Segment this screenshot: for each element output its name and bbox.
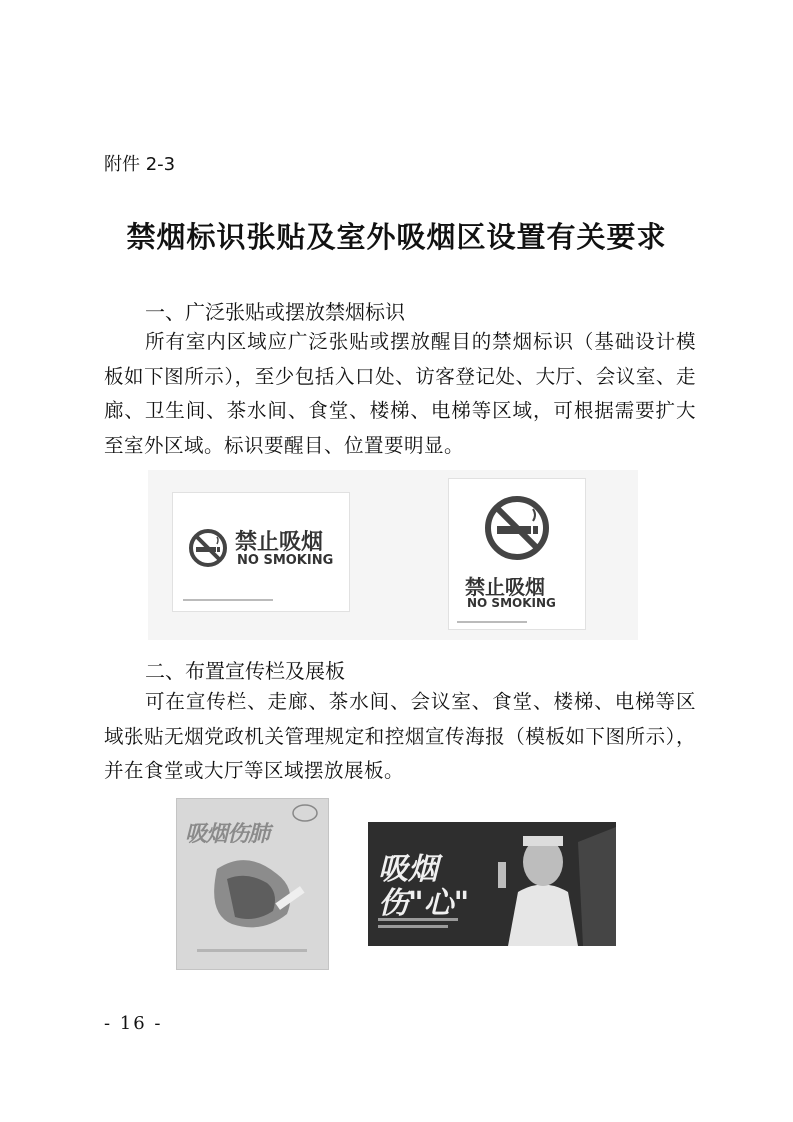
no-smoking-signs-image (148, 470, 638, 640)
sign-en-text-2: NO SMOKING (467, 596, 556, 610)
horizontal-sign (172, 492, 350, 612)
attachment-label: 附件 2-3 (104, 154, 176, 175)
section1-heading: 一、广泛张贴或摆放禁烟标识 (145, 300, 405, 324)
page-number: - 16 - (104, 1013, 163, 1034)
fine-print (457, 621, 527, 623)
sign-en-text-1: NO SMOKING (237, 553, 334, 568)
no-smoking-icon (187, 527, 229, 569)
section2-heading: 二、布置宣传栏及展板 (145, 659, 345, 683)
no-smoking-icon (482, 493, 552, 563)
poster2-title-line2: 伤"心" (378, 886, 470, 921)
vertical-sign (448, 478, 586, 630)
poster-lungs (176, 798, 329, 970)
document-title: 禁烟标识张贴及室外吸烟区设置有关要求 (126, 220, 667, 254)
section1-paragraph: 所有室内区域应广泛张贴或摆放醒目的禁烟标识（基础设计模板如下图所示），至少包括入口处、访客登记处、大厅、会议室、走廊、卫生间、茶水间、食堂、楼梯、电梯等区域，可根据需要扩大至室外区域。标识要醒目、位置要明显。 (104, 330, 696, 457)
fine-print (183, 599, 273, 601)
section2-paragraph: 可在宣传栏、走廊、茶水间、会议室、食堂、楼梯、电梯等区域张贴无烟党政机关管理规定和控烟宣传海报（模板如下图所示），并在食堂或大厅等区域摆放展板。 (104, 690, 696, 782)
sign-cn-text-2: 禁止吸烟 (465, 575, 545, 599)
poster2-title-line1: 吸烟 (378, 852, 438, 887)
poster-heart (368, 822, 616, 946)
poster1-artwork (177, 799, 328, 969)
poster1-title: 吸烟伤肺 (185, 822, 270, 847)
sign-cn-text-1: 禁止吸烟 (235, 530, 324, 555)
